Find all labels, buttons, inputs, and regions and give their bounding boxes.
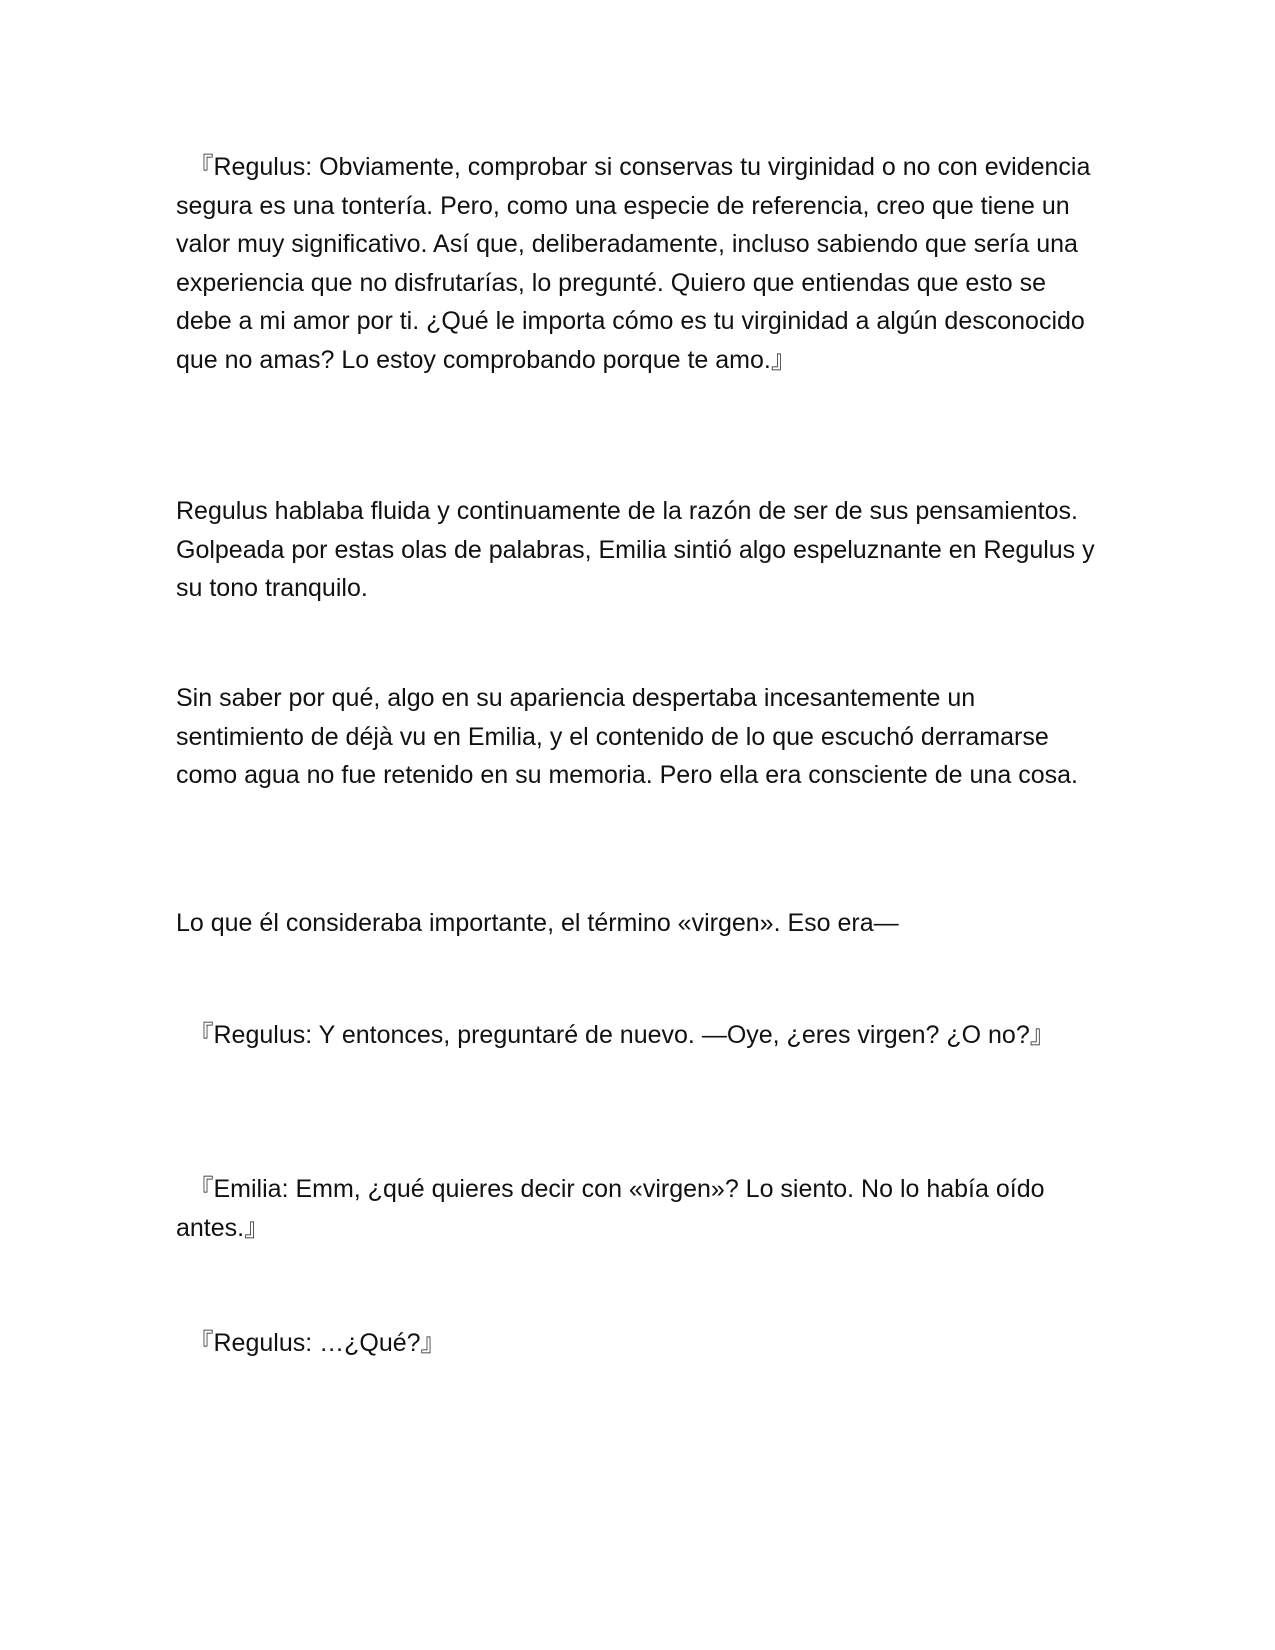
paragraph-emilia-reply: 『Emilia: Emm, ¿qué quieres decir con «virgen»? Lo siento. No lo había oído antes.』 [176,1175,1045,1242]
paragraph-narration-regulus-speech: Regulus hablaba fluida y continuamente de la razón de ser de sus pensamientos. Golpeada por estas olas de palabras, Emilia sintió algo espeluznante en Regulus y su tono tranquilo. [176,497,1095,602]
paragraph-narration-deja-vu: Sin saber por qué, algo en su apariencia despertaba incesantemente un sentimiento de déjà vu en Emilia, y el contenido de lo que escuchó derramarse como agua no fue retenido en su memoria. Pero ella era consciente de una cosa. [176,684,1078,789]
paragraph-regulus-explanation: 『Regulus: Obviamente, comprobar si conservas tu virginidad o no con evidencia segura es una tontería. Pero, como una especie de referencia, creo que tiene un valor muy significativo. Así que, deliberadamente, incluso sabiendo que sería una experiencia que no disfrutarías, lo pregunté. Quiero que entiendas que esto se debe a mi amor por ti. ¿Qué le importa cómo es tu virginidad a algún desconocido que no amas? Lo estoy comprobando porque te amo.』 [176,153,1091,374]
paragraph-narration-term-virgen: Lo que él consideraba importante, el término «virgen». Eso era— [176,909,899,937]
paragraph-regulus-question: 『Regulus: Y entonces, preguntaré de nuevo. —Oye, ¿eres virgen? ¿O no?』 [176,1021,1055,1049]
paragraph-regulus-reaction: 『Regulus: …¿Qué?』 [176,1329,446,1357]
